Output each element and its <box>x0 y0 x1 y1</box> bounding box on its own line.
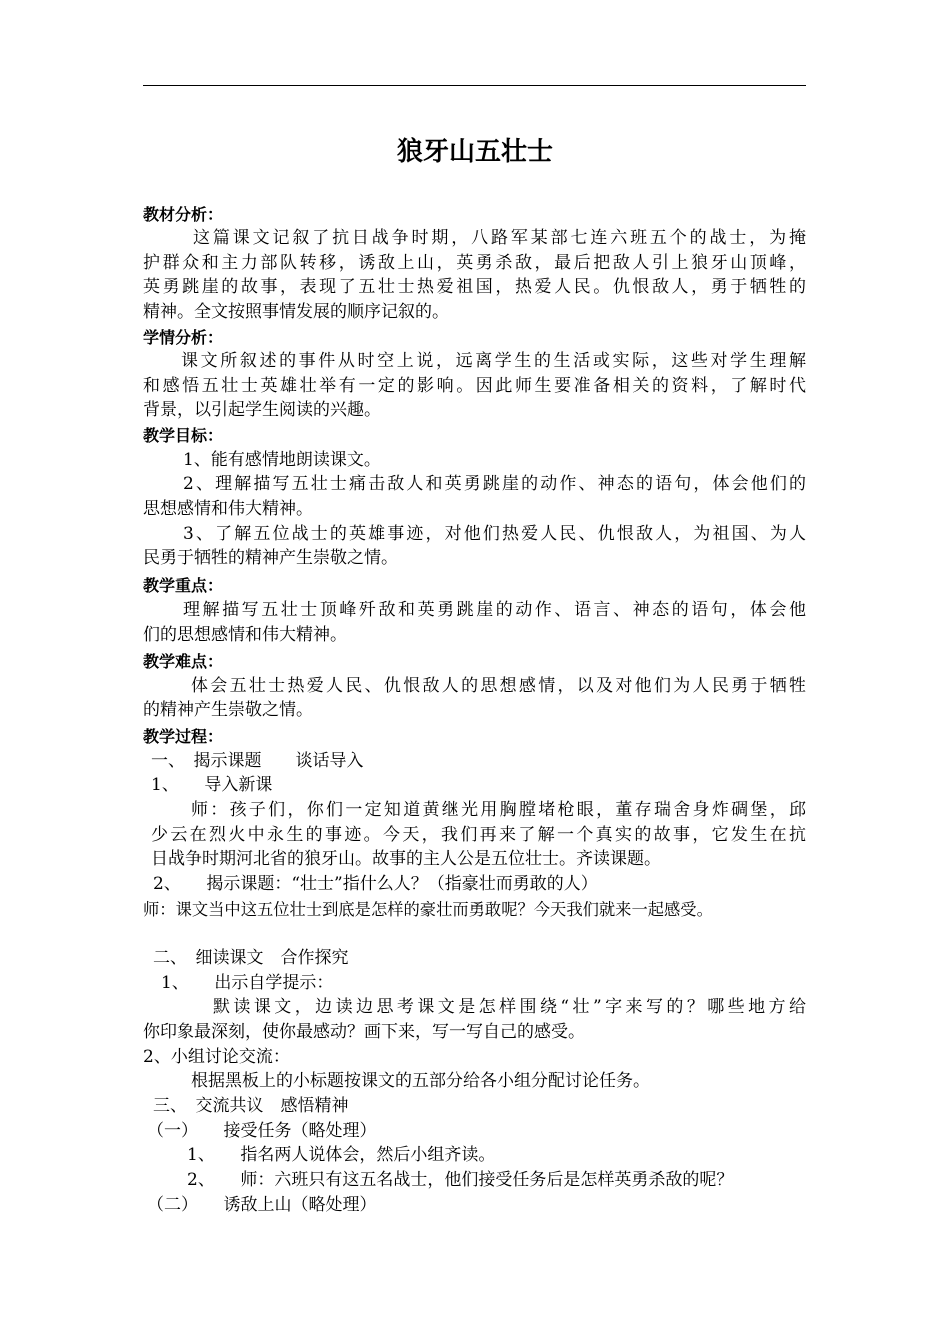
goal-item-continued: 思想感情和伟大精神。 <box>143 499 313 519</box>
heading-teaching-process: 教学过程： <box>143 727 224 746</box>
paragraph-line: 和感悟五壮士英雄壮举有一定的影响。因此师生要准备相关的资料，了解时代 <box>143 376 806 396</box>
paragraph-line: 背景，以引起学生阅读的兴趣。 <box>143 400 381 420</box>
process-substep: 2、小组讨论交流： <box>143 1047 290 1067</box>
process-substep: 1、 导入新课 <box>151 775 273 795</box>
goal-item: 1、能有感情地朗读课文。 <box>183 450 381 470</box>
process-substep: （二） 诱敌上山（略处理） <box>147 1195 377 1215</box>
process-step: 一、 揭示课题 谈话导入 <box>151 751 364 771</box>
process-substep: 1、 出示自学提示： <box>161 973 334 993</box>
process-text: 日战争时期河北省的狼牙山。故事的主人公是五位壮士。齐读课题。 <box>151 849 661 869</box>
process-substep: （一） 接受任务（略处理） <box>147 1121 377 1141</box>
heading-key-points: 教学重点： <box>143 576 224 595</box>
process-text: 少云在烈火中永生的事迹。今天，我们再来了解一个真实的故事，它发生在抗 <box>151 825 806 845</box>
process-substep: 2、 师：六班只有这五名战士，他们接受任务后是怎样英勇杀敌的呢？ <box>187 1170 734 1190</box>
page-title: 狼牙山五壮士 <box>396 137 553 167</box>
goal-item: 3、了解五位战士的英雄事迹，对他们热爱人民、仇恨敌人，为祖国、为人 <box>183 524 806 544</box>
paragraph-line: 这篇课文记叙了抗日战争时期，八路军某部七连六班五个的战士，为掩 <box>193 228 806 248</box>
heading-material-analysis: 教材分析： <box>143 205 224 224</box>
header-rule <box>143 85 806 86</box>
paragraph-line: 们的思想感情和伟大精神。 <box>143 625 347 645</box>
goal-item: 2、理解描写五壮士痛击敌人和英勇跳崖的动作、神态的语句，体会他们的 <box>183 474 806 494</box>
heading-teaching-goals: 教学目标： <box>143 426 224 445</box>
process-step: 三、 交流共议 感悟精神 <box>153 1096 349 1116</box>
paragraph-line: 的精神产生崇敬之情。 <box>143 700 313 720</box>
process-text: 根据黑板上的小标题按课文的五部分给各小组分配讨论任务。 <box>191 1071 650 1091</box>
paragraph-line: 英勇跳崖的故事，表现了五壮士热爱祖国，热爱人民。仇恨敌人，勇于牺牲的 <box>143 277 806 297</box>
heading-student-analysis: 学情分析： <box>143 328 224 347</box>
paragraph-line: 体会五壮士热爱人民、仇恨敌人的思想感情，以及对他们为人民勇于牺牲 <box>191 676 806 696</box>
paragraph-line: 护群众和主力部队转移，诱敌上山，英勇杀敌，最后把敌人引上狼牙山顶峰， <box>143 253 806 273</box>
process-text: 师：课文当中这五位壮士到底是怎样的豪壮而勇敢呢？今天我们就来一起感受。 <box>143 900 713 919</box>
heading-difficulties: 教学难点： <box>143 652 224 671</box>
process-substep: 2、 揭示课题：“壮士”指什么人？（指豪壮而勇敢的人） <box>153 874 598 894</box>
paragraph-line: 精神。全文按照事情发展的顺序记叙的。 <box>143 302 449 322</box>
goal-item-continued: 民勇于牺牲的精神产生崇敬之情。 <box>143 548 398 568</box>
process-text: 默读课文，边读边思考课文是怎样围绕“壮”字来写的？哪些地方给 <box>213 997 806 1017</box>
process-text: 你印象最深刻，使你最感动？画下来，写一写自己的感受。 <box>143 1022 585 1042</box>
process-step: 二、 细读课文 合作探究 <box>153 948 349 968</box>
paragraph-line: 课文所叙述的事件从时空上说，远离学生的生活或实际，这些对学生理解 <box>181 351 806 371</box>
process-text: 师：孩子们，你们一定知道黄继光用胸膛堵枪眼，董存瑞舍身炸碉堡，邱 <box>191 800 806 820</box>
process-substep: 1、 指名两人说体会，然后小组齐读。 <box>187 1145 496 1165</box>
paragraph-line: 理解描写五壮士顶峰歼敌和英勇跳崖的动作、语言、神态的语句，体会他 <box>183 600 806 620</box>
